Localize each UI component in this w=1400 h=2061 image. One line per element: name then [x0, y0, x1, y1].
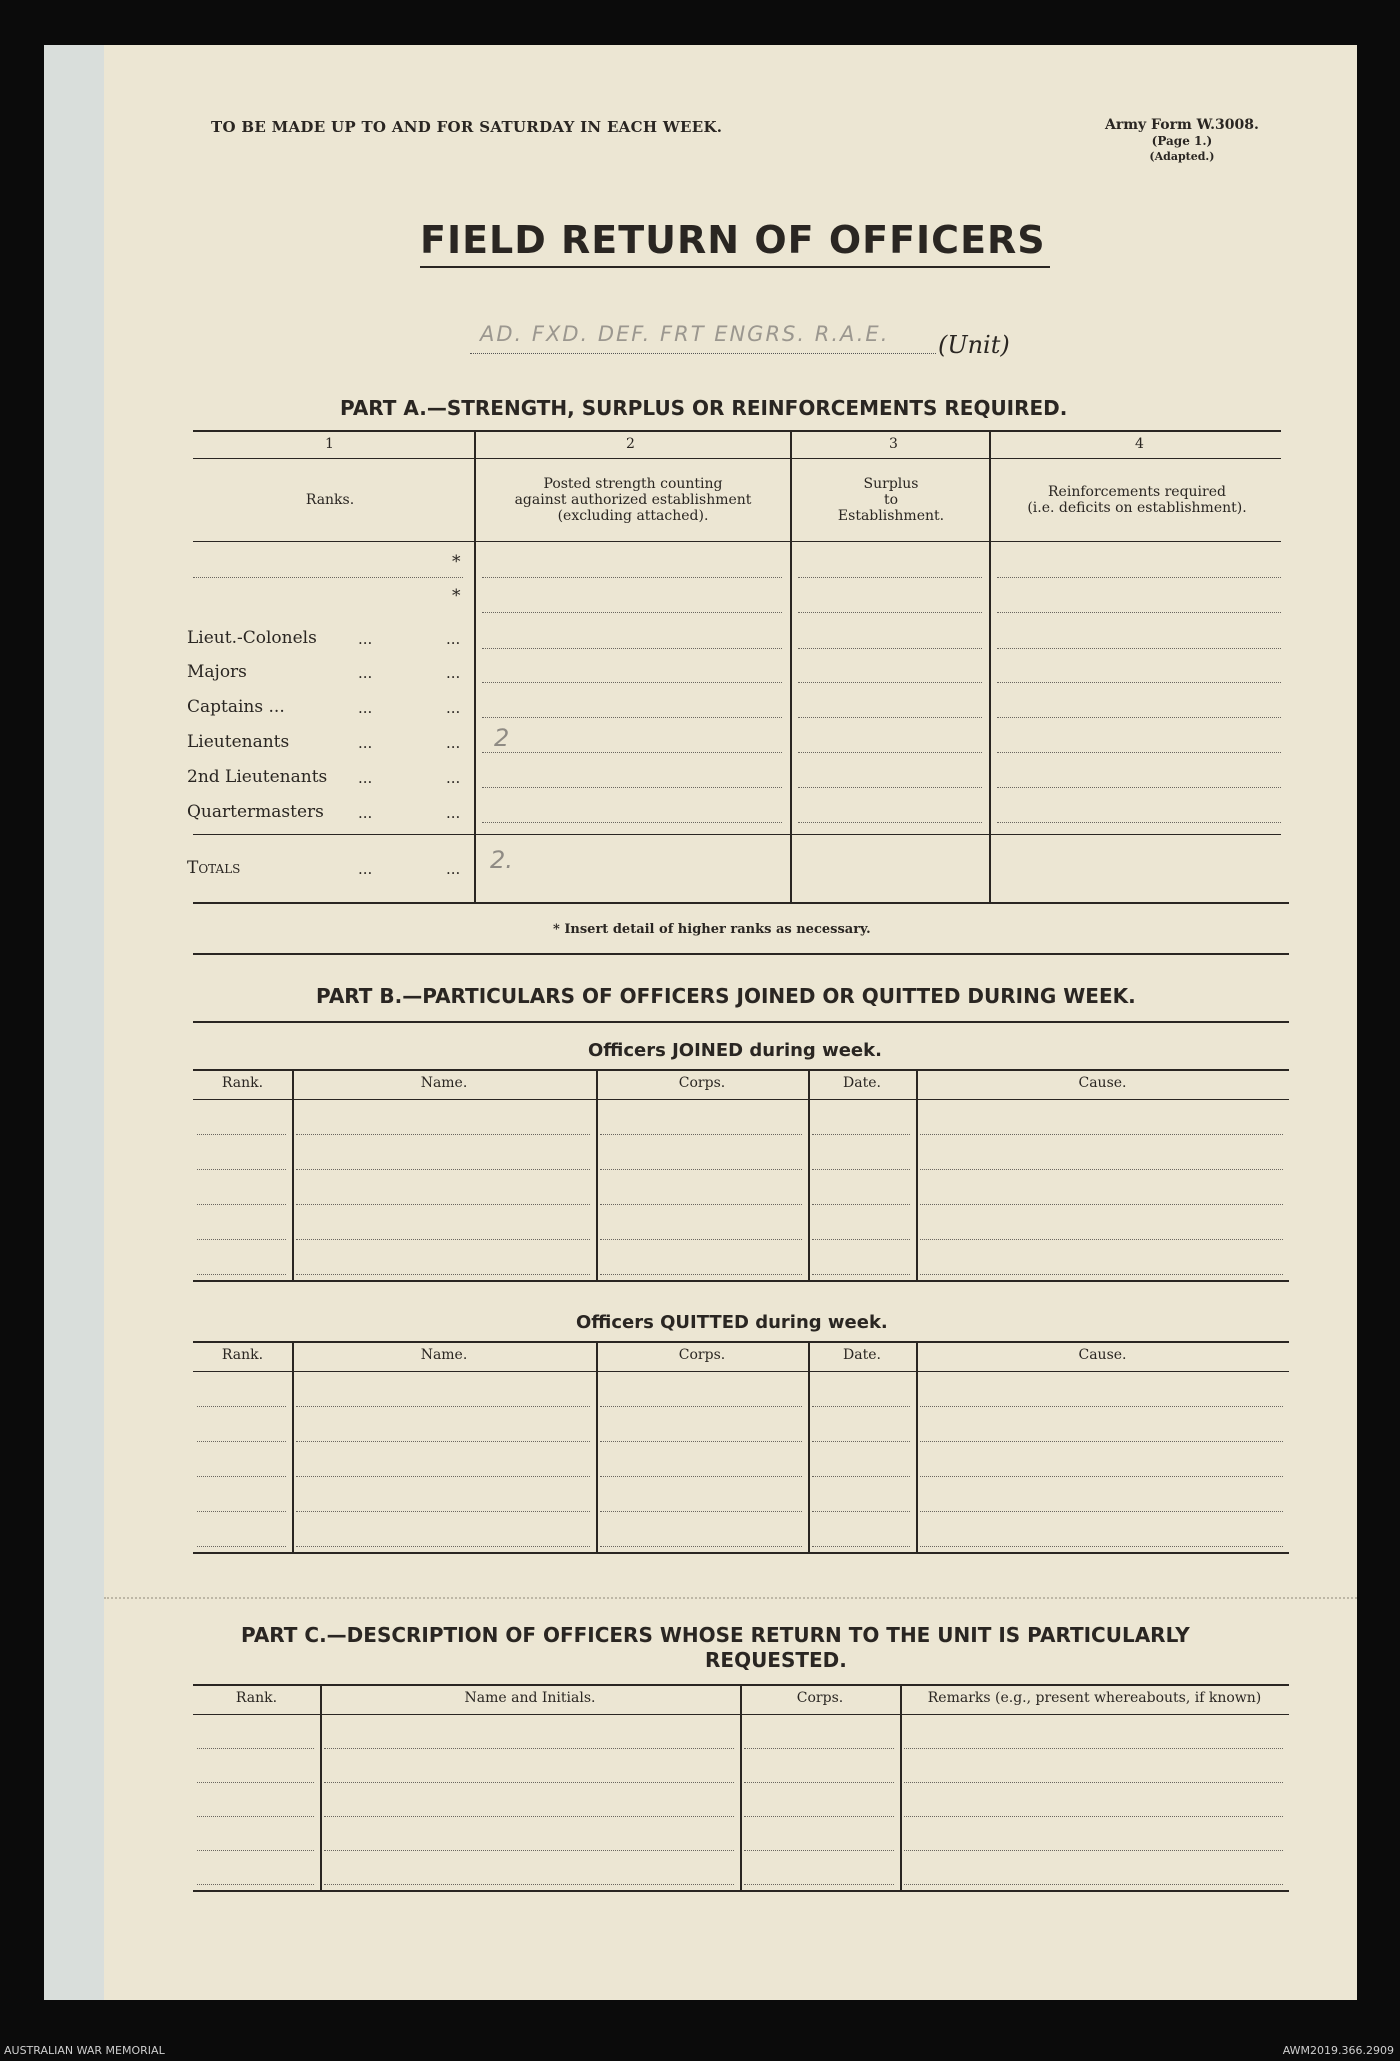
rank-ellipsis-mid: ...: [358, 630, 373, 648]
joined-table-cause-entry-line: [920, 1239, 1283, 1240]
rank-lieut-colonels: Lieut.-Colonels: [187, 628, 317, 648]
surplus-header-line-2: to: [883, 492, 899, 508]
part-c-table-col-divider: [740, 1684, 742, 1890]
joined-table-name-entry-line: [296, 1134, 590, 1135]
joined-table-col-divider: [292, 1069, 294, 1280]
part-c-table-rank-entry-line: [197, 1782, 314, 1783]
joined-table-header-cause: Cause.: [1078, 1075, 1127, 1091]
joined-table-rank-entry-line: [197, 1134, 286, 1135]
surplus-entry-line: [798, 648, 982, 649]
part-b-top-rule: [193, 953, 1289, 955]
unit-field-line: [470, 353, 936, 354]
joined-table-cause-entry-line: [920, 1204, 1283, 1205]
quitted-table-header-name: Name.: [420, 1347, 468, 1363]
part-a-bottom-rule: [193, 902, 1289, 904]
quitted-table-header-date: Date.: [843, 1347, 881, 1363]
joined-table-header-date: Date.: [843, 1075, 881, 1091]
surplus-entry-line: [798, 577, 982, 578]
rank-ellipsis-end: ...: [446, 804, 461, 822]
rank-ellipsis-end: ...: [446, 769, 461, 787]
part-c-table-remarks-entry-line: [904, 1884, 1283, 1885]
quitted-table-date-entry-line: [812, 1441, 910, 1442]
part-a-header-rule: [193, 541, 1281, 542]
part-c-table-bottom-rule: [193, 1890, 1289, 1892]
joined-table-col-divider: [808, 1069, 810, 1280]
part-a-totals-rule: [193, 834, 1281, 835]
part-a-col-divider-2: [790, 430, 792, 903]
paper-left-margin: [44, 45, 104, 2000]
rank-ellipsis-end: ...: [446, 699, 461, 717]
quitted-table-header-cause: Cause.: [1078, 1347, 1127, 1363]
joined-table-header-corps: Corps.: [678, 1075, 726, 1091]
posted-entry-line: [482, 822, 782, 823]
part-c-table-col-divider: [320, 1684, 322, 1890]
quitted-table-col-divider: [916, 1341, 918, 1552]
joined-table-header-rank: Rank.: [221, 1075, 264, 1091]
quitted-table-cause-entry-line: [920, 1406, 1283, 1407]
joined-table-date-entry-line: [812, 1239, 910, 1240]
reinforcements-entry-line: [997, 787, 1281, 788]
unit-handwritten: AD. FXD. DEF. FRT ENGRS. R.A.E.: [480, 322, 890, 346]
posted-entry-line: [482, 612, 782, 613]
col-number-1: 1: [325, 436, 334, 452]
quitted-table-date-entry-line: [812, 1511, 910, 1512]
joined-table-date-entry-line: [812, 1134, 910, 1135]
quitted-table-header-rule: [193, 1371, 1289, 1372]
part-c-table-rank-entry-line: [197, 1850, 314, 1851]
surplus-header: [796, 476, 986, 524]
posted-entry-line: [482, 717, 782, 718]
joined-table-header-rule: [193, 1099, 1289, 1100]
part-c-table-corps-entry-line: [744, 1884, 894, 1885]
quitted-table-name-entry-line: [296, 1476, 590, 1477]
part-c-heading-line-1: PART C.—DESCRIPTION OF OFFICERS WHOSE RETURN TO THE UNIT IS PARTICULARLY: [241, 1623, 1190, 1647]
unit-label: (Unit): [938, 331, 1010, 359]
joined-table-corps-entry-line: [600, 1204, 802, 1205]
part-b-heading-rule: [193, 1021, 1289, 1023]
part-c-table-header-remarks: Remarks (e.g., present whereabouts, if known): [927, 1690, 1262, 1706]
surplus-entry-line: [798, 822, 982, 823]
surplus-entry-line: [798, 787, 982, 788]
part-c-table-rank-entry-line: [197, 1748, 314, 1749]
page-number-text: (Page 1.): [1151, 134, 1213, 148]
part-c-table-corps-entry-line: [744, 1850, 894, 1851]
part-c-table-header-rank: Rank.: [235, 1690, 278, 1706]
part-c-table-rank-entry-line: [197, 1816, 314, 1817]
rank-captains: Captains ...: [187, 697, 285, 717]
part-c-table-header-name-initials: Name and Initials.: [464, 1690, 596, 1706]
part-c-table-name-initials-entry-line: [324, 1850, 734, 1851]
part-c-table-name-initials-entry-line: [324, 1884, 734, 1885]
part-c-table-name-initials-entry-line: [324, 1782, 734, 1783]
rank-2nd-lieutenants: 2nd Lieutenants: [187, 767, 328, 787]
joined-table-name-entry-line: [296, 1274, 590, 1275]
joined-table-corps-entry-line: [600, 1274, 802, 1275]
part-a-col-divider-1: [474, 430, 476, 903]
rank-ellipsis-end: ...: [446, 734, 461, 752]
rank-lieutenants: Lieutenants: [187, 732, 290, 752]
joined-table-cause-entry-line: [920, 1169, 1283, 1170]
quitted-table-header-rank: Rank.: [221, 1347, 264, 1363]
quitted-table-rank-entry-line: [197, 1406, 286, 1407]
rank-ellipsis-end: ...: [446, 860, 461, 878]
joined-table-rank-entry-line: [197, 1239, 286, 1240]
reinforcements-entry-line: [997, 717, 1281, 718]
posted-header-line-1: Posted strength counting: [543, 476, 723, 492]
perforation-line: [104, 1597, 1357, 1599]
quitted-table-corps-entry-line: [600, 1546, 802, 1547]
archive-caption: AUSTRALIAN WAR MEMORIAL: [4, 2044, 165, 2057]
joined-table-header-name: Name.: [420, 1075, 468, 1091]
reinforcements-entry-line: [997, 577, 1281, 578]
rank-ellipsis-end: ...: [446, 630, 461, 648]
joined-table-col-divider: [596, 1069, 598, 1280]
joined-table-top-rule: [193, 1069, 1289, 1071]
joined-table-corps-entry-line: [600, 1169, 802, 1170]
posted-entry-line: [482, 577, 782, 578]
rank-ellipsis-mid: ...: [358, 664, 373, 682]
part-c-table-corps-entry-line: [744, 1748, 894, 1749]
joined-table-title: Officers JOINED during week.: [588, 1040, 882, 1061]
rank-ellipsis-mid: ...: [358, 860, 373, 878]
totals-posted-value: 2.: [490, 846, 513, 874]
quitted-table-rank-entry-line: [197, 1511, 286, 1512]
part-c-table-remarks-entry-line: [904, 1816, 1283, 1817]
part-a-top-rule: [193, 430, 1281, 432]
quitted-table-name-entry-line: [296, 1511, 590, 1512]
rank-ellipsis-mid: ...: [358, 734, 373, 752]
reinforcements-entry-line: [997, 612, 1281, 613]
part-c-table-corps-entry-line: [744, 1816, 894, 1817]
posted-entry-line: [482, 682, 782, 683]
surplus-entry-line: [798, 682, 982, 683]
star-marker-2: *: [452, 586, 461, 606]
posted-header-line-2: against authorized establishment: [514, 492, 752, 508]
part-c-heading-line-2: REQUESTED.: [705, 1648, 847, 1672]
quitted-table-cause-entry-line: [920, 1476, 1283, 1477]
quitted-table-top-rule: [193, 1341, 1289, 1343]
quitted-table-corps-entry-line: [600, 1406, 802, 1407]
joined-table-bottom-rule: [193, 1280, 1289, 1282]
surplus-header-line-3: Establishment.: [837, 508, 945, 524]
quitted-table-header-corps: Corps.: [678, 1347, 726, 1363]
weekly-instruction: TO BE MADE UP TO AND FOR SATURDAY IN EACH WEEK.: [211, 118, 723, 136]
quitted-table-corps-entry-line: [600, 1511, 802, 1512]
reinforcements-entry-line: [997, 648, 1281, 649]
joined-table-corps-entry-line: [600, 1239, 802, 1240]
quitted-table-date-entry-line: [812, 1406, 910, 1407]
reinforcements-entry-line: [997, 822, 1281, 823]
surplus-entry-line: [798, 717, 982, 718]
quitted-table-col-divider: [292, 1341, 294, 1552]
totals-label: Totals: [187, 858, 241, 878]
posted-entry-line: [482, 648, 782, 649]
quitted-table-title: Officers QUITTED during week.: [576, 1312, 888, 1333]
reinf-header-line-2: (i.e. deficits on establishment).: [1027, 500, 1247, 516]
quitted-table-rank-entry-line: [197, 1441, 286, 1442]
quitted-table-corps-entry-line: [600, 1476, 802, 1477]
part-a-footnote: * Insert detail of higher ranks as necessary.: [553, 922, 871, 937]
part-c-table-header-corps: Corps.: [796, 1690, 844, 1706]
title-underline: [420, 266, 1050, 268]
rank-ellipsis-mid: ...: [358, 769, 373, 787]
quitted-table-corps-entry-line: [600, 1441, 802, 1442]
rank-quartermasters: Quartermasters: [187, 802, 324, 822]
col-number-4: 4: [1135, 436, 1144, 452]
part-a-heading: PART A.—STRENGTH, SURPLUS OR REINFORCEMENTS REQUIRED.: [340, 396, 1068, 420]
quitted-table-col-divider: [596, 1341, 598, 1552]
form-number-text: Army Form W.3008.: [1105, 117, 1259, 133]
joined-table-col-divider: [916, 1069, 918, 1280]
joined-table-cause-entry-line: [920, 1274, 1283, 1275]
quitted-table-name-entry-line: [296, 1441, 590, 1442]
joined-table-rank-entry-line: [197, 1274, 286, 1275]
posted-header-line-3: (excluding attached).: [557, 508, 709, 524]
joined-table-name-entry-line: [296, 1169, 590, 1170]
quitted-table-rank-entry-line: [197, 1476, 286, 1477]
higher-rank-blank-1: [193, 577, 463, 578]
reinforcements-header: [995, 484, 1279, 516]
col-number-3: 3: [889, 436, 898, 452]
surplus-entry-line: [798, 612, 982, 613]
posted-entry-line: [482, 787, 782, 788]
joined-table-rank-entry-line: [197, 1169, 286, 1170]
joined-table-cause-entry-line: [920, 1134, 1283, 1135]
joined-table-corps-entry-line: [600, 1134, 802, 1135]
joined-table-date-entry-line: [812, 1204, 910, 1205]
joined-table-date-entry-line: [812, 1274, 910, 1275]
quitted-table-date-entry-line: [812, 1476, 910, 1477]
quitted-table-name-entry-line: [296, 1546, 590, 1547]
col-number-2: 2: [626, 436, 635, 452]
reinf-header-line-1: Reinforcements required: [1048, 484, 1226, 500]
archive-reference: AWM2019.366.2909: [1282, 2044, 1394, 2057]
quitted-table-col-divider: [808, 1341, 810, 1552]
page-title: FIELD RETURN OF OFFICERS: [420, 218, 1046, 262]
rank-ellipsis-mid: ...: [358, 699, 373, 717]
joined-table-name-entry-line: [296, 1204, 590, 1205]
lieutenants-posted-value: 2: [494, 724, 510, 752]
adapted-text: (Adapted.): [1149, 150, 1215, 163]
joined-table-rank-entry-line: [197, 1204, 286, 1205]
part-c-table-remarks-entry-line: [904, 1782, 1283, 1783]
reinforcements-entry-line: [997, 752, 1281, 753]
quitted-table-rank-entry-line: [197, 1546, 286, 1547]
posted-entry-line: [482, 752, 782, 753]
rank-ellipsis-mid: ...: [358, 804, 373, 822]
ranks-header: Ranks.: [305, 492, 355, 508]
part-a-numrow-rule: [193, 458, 1281, 459]
part-c-table-col-divider: [900, 1684, 902, 1890]
quitted-table-cause-entry-line: [920, 1546, 1283, 1547]
part-c-table-remarks-entry-line: [904, 1850, 1283, 1851]
posted-strength-header: [480, 476, 786, 524]
part-c-table-rank-entry-line: [197, 1884, 314, 1885]
quitted-table-cause-entry-line: [920, 1441, 1283, 1442]
rank-majors: Majors: [187, 662, 247, 682]
part-b-heading: PART B.—PARTICULARS OF OFFICERS JOINED OR QUITTED DURING WEEK.: [316, 984, 1136, 1008]
reinforcements-entry-line: [997, 682, 1281, 683]
joined-table-name-entry-line: [296, 1239, 590, 1240]
part-c-table-name-initials-entry-line: [324, 1748, 734, 1749]
part-c-table-corps-entry-line: [744, 1782, 894, 1783]
star-marker-1: *: [452, 552, 461, 572]
army-form-number: [1105, 117, 1259, 165]
quitted-table-name-entry-line: [296, 1406, 590, 1407]
rank-ellipsis-end: ...: [446, 664, 461, 682]
quitted-table-date-entry-line: [812, 1546, 910, 1547]
part-c-table-remarks-entry-line: [904, 1748, 1283, 1749]
part-a-col-divider-3: [989, 430, 991, 903]
quitted-table-bottom-rule: [193, 1552, 1289, 1554]
surplus-entry-line: [798, 752, 982, 753]
quitted-table-cause-entry-line: [920, 1511, 1283, 1512]
surplus-header-line-1: Surplus: [863, 476, 919, 492]
joined-table-date-entry-line: [812, 1169, 910, 1170]
part-c-table-name-initials-entry-line: [324, 1816, 734, 1817]
